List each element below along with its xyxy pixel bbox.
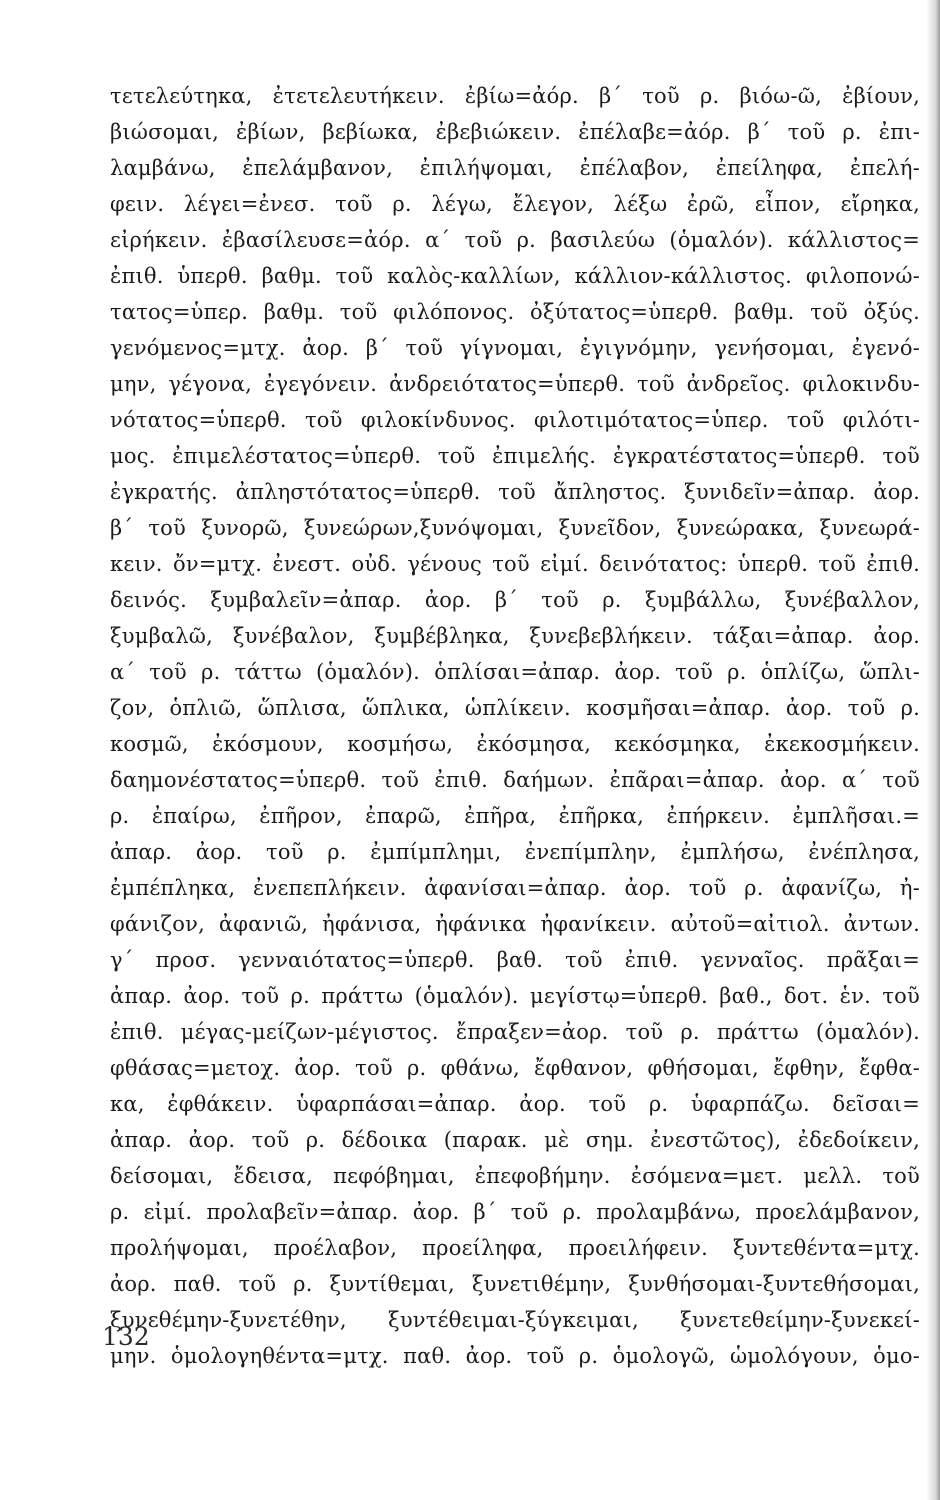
text-line: μην. ὁμολογηθέντα=μτχ. παθ. ἀορ. τοῦ ρ. ὁμολογῶ, ὡμολόγουν, ὁμο- <box>110 1344 920 1368</box>
text-line: δείσομαι, ἔδεισα, πεφόβημαι, ἐπεφοβήμην. ἐσόμενα=μετ. μελλ. τοῦ <box>110 1164 920 1188</box>
text-line: ἐπιθ. μέγας-μείζων-μέγιστος. ἔπραξεν=ἀορ. τοῦ ρ. πράττω (ὁμαλόν). <box>110 1020 920 1044</box>
text-line: ξυνεθέμην-ξυνετέθην, ξυντέθειμαι-ξύγκειμαι, ξυνετεθείμην-ξυνεκεί- <box>110 1308 920 1332</box>
text-line: ἐμπέπληκα, ἐνεπεπλήκειν. ἀφανίσαι=ἀπαρ. ἀορ. τοῦ ρ. ἀφανίζω, ἠ- <box>110 876 920 900</box>
text-line: φθάσας=μετοχ. ἀορ. τοῦ ρ. φθάνω, ἔφθανον, φθήσομαι, ἔφθην, ἔφθα- <box>110 1056 920 1080</box>
text-line: κα, ἐφθάκειν. ὑφαρπάσαι=ἀπαρ. ἀορ. τοῦ ρ. ὑφαρπάζω. δεῖσαι= <box>110 1092 920 1116</box>
text-line: νότατος=ὑπερθ. τοῦ φιλοκίνδυνος. φιλοτιμότατος=ὑπερ. τοῦ φιλότι- <box>110 408 920 432</box>
text-line: α΄ τοῦ ρ. τάττω (ὁμαλόν). ὁπλίσαι=ἀπαρ. ἀορ. τοῦ ρ. ὁπλίζω, ὥπλι- <box>110 660 920 684</box>
text-line: β΄ τοῦ ξυνορῶ, ξυνεώρων,ξυνόψομαι, ξυνεῖδον, ξυνεώρακα, ξυνεωρά- <box>110 516 920 540</box>
text-line: ἀπαρ. ἀορ. τοῦ ρ. δέδοικα (παρακ. μὲ σημ. ἐνεστῶτος), ἐδεδοίκειν, <box>110 1128 920 1152</box>
text-line: ἐπιθ. ὑπερθ. βαθμ. τοῦ καλὸς-καλλίων, κάλλιον-κάλλιστος. φιλοπονώ- <box>110 264 920 288</box>
text-line: ἀπαρ. ἀορ. τοῦ ρ. ἐμπίμπλημι, ἐνεπίμπλην, ἐμπλήσω, ἐνέπλησα, <box>110 840 920 864</box>
text-line: ἐγκρατής. ἀπληστότατος=ὑπερθ. τοῦ ἄπληστος. ξυνιδεῖν=ἀπαρ. ἀορ. <box>110 480 920 504</box>
text-line: τετελεύτηκα, ἐτετελευτήκειν. ἐβίω=ἀόρ. β΄ τοῦ ρ. βιόω-ῶ, ἐβίουν, <box>110 84 920 108</box>
text-line: ἀορ. παθ. τοῦ ρ. ξυντίθεμαι, ξυνετιθέμην, ξυνθήσομαι-ξυντεθήσομαι, <box>110 1272 920 1296</box>
text-line: ρ. εἰμί. προλαβεῖν=ἀπαρ. ἀορ. β΄ τοῦ ρ. προλαμβάνω, προελάμβανον, <box>110 1200 920 1224</box>
page-edge-shadow <box>926 0 940 1500</box>
text-line: μην, γέγονα, ἐγεγόνειν. ἀνδρειότατος=ὑπερθ. τοῦ ἀνδρεῖος. φιλοκινδυ- <box>110 372 920 396</box>
text-line: ἀπαρ. ἀορ. τοῦ ρ. πράττω (ὁμαλόν). μεγίστῳ=ὑπερθ. βαθ., δοτ. ἑν. τοῦ <box>110 984 920 1008</box>
text-line: ζον, ὁπλιῶ, ὥπλισα, ὥπλικα, ὡπλίκειν. κοσμῆσαι=ἀπαρ. ἀορ. τοῦ ρ. <box>110 696 920 720</box>
text-line: βιώσομαι, ἐβίων, βεβίωκα, ἐβεβιώκειν. ἐπέλαβε=ἀόρ. β΄ τοῦ ρ. ἐπι- <box>110 120 920 144</box>
text-line: ρ. ἐπαίρω, ἐπῆρον, ἐπαρῶ, ἐπῆρα, ἐπῆρκα, ἐπήρκειν. ἐμπλῆσαι.= <box>110 804 920 828</box>
text-line: δαημονέστατος=ὑπερθ. τοῦ ἐπιθ. δαήμων. ἐπᾶραι=ἀπαρ. ἀορ. α΄ τοῦ <box>110 768 920 792</box>
text-line: μος. ἐπιμελέστατος=ὑπερθ. τοῦ ἐπιμελής. ἐγκρατέστατος=ὑπερθ. τοῦ <box>110 444 920 468</box>
text-line: εἰρήκειν. ἐβασίλευσε=ἀόρ. α΄ τοῦ ρ. βασιλεύω (ὁμαλόν). κάλλιστος= <box>110 228 920 252</box>
glossary-text <box>110 78 920 1374</box>
text-line: ξυμβαλῶ, ξυνέβαλον, ξυμβέβληκα, ξυνεβεβλήκειν. τάξαι=ἀπαρ. ἀορ. <box>110 624 920 648</box>
text-line: φάνιζον, ἀφανιῶ, ἠφάνισα, ἠφάνικα ἠφανίκειν. αὐτοῦ=αἰτιολ. ἀντων. <box>110 912 920 936</box>
text-line: φειν. λέγει=ἐνεσ. τοῦ ρ. λέγω, ἔλεγον, λέξω ἐρῶ, εἶπον, εἴρηκα, <box>110 192 920 216</box>
text-line: τατος=ὑπερ. βαθμ. τοῦ φιλόπονος. ὀξύτατος=ὑπερθ. βαθμ. τοῦ ὀξύς. <box>110 300 920 324</box>
text-line: γενόμενος=μτχ. ἀορ. β΄ τοῦ γίγνομαι, ἐγιγνόμην, γενήσομαι, ἐγενό- <box>110 336 920 360</box>
text-line: δεινός. ξυμβαλεῖν=ἀπαρ. ἀορ. β΄ τοῦ ρ. ξυμβάλλω, ξυνέβαλλον, <box>110 588 920 612</box>
text-line: κειν. ὄν=μτχ. ἐνεστ. οὐδ. γένους τοῦ εἰμί. δεινότατος: ὑπερθ. τοῦ ἐπιθ. <box>110 552 920 576</box>
text-line: προλήψομαι, προέλαβον, προείληφα, προειλήφειν. ξυντεθέντα=μτχ. <box>110 1236 920 1260</box>
page-number: 132 <box>102 1322 150 1351</box>
text-line: κοσμῶ, ἐκόσμουν, κοσμήσω, ἐκόσμησα, κεκόσμηκα, ἐκεκοσμήκειν. <box>110 732 920 756</box>
text-line: γ΄ προσ. γενναιότατος=ὑπερθ. βαθ. τοῦ ἐπιθ. γενναῖος. πρᾶξαι= <box>110 948 920 972</box>
text-line: λαμβάνω, ἐπελάμβανον, ἐπιλήψομαι, ἐπέλαβον, ἐπείληφα, ἐπελή- <box>110 156 920 180</box>
